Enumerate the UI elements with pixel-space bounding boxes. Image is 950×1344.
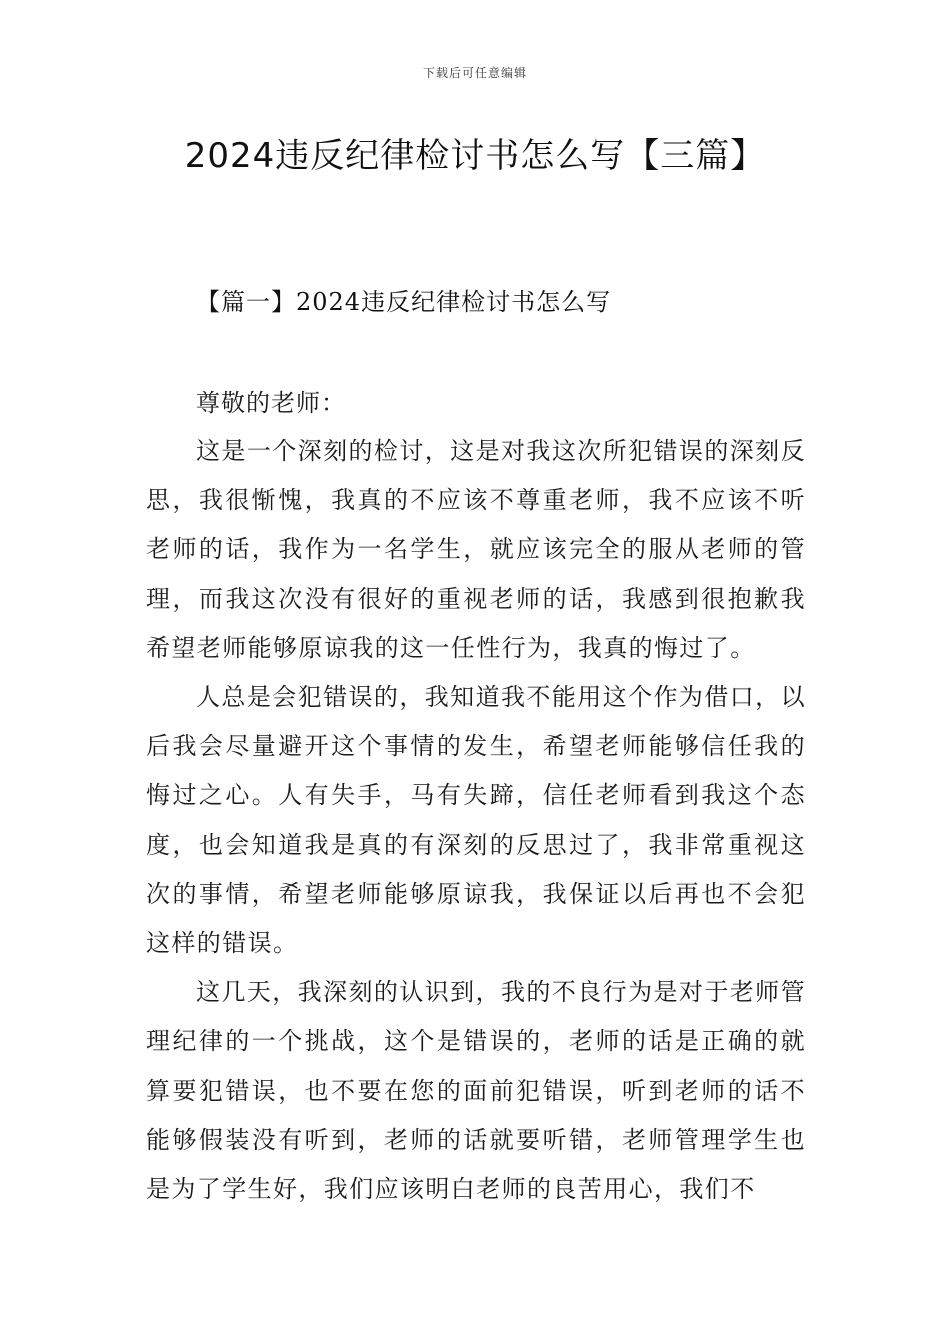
paragraph-2: 人总是会犯错误的，我知道我不能用这个作为借口，以后我会尽量避开这个事情的发生，希望老师能够信任我的悔过之心。人有失手，马有失蹄，信任老师看到我这个态度，也会知道我是真的有深刻的反思过了，我非常重视这次的事情，希望老师能够原谅我，我保证以后再也不会犯这样的错误。 <box>146 683 806 958</box>
paragraph-3: 这几天，我深刻的认识到，我的不良行为是对于老师管理纪律的一个挑战，这个是错误的，老师的话是正确的就算要犯错误，也不要在您的面前犯错误，听到老师的话不能够假装没有听到，老师的话就要听错，老师管理学生也是为了学生好，我们应该明白老师的良苦用心，我们不 <box>146 978 806 1204</box>
section-heading: 【篇一】2024违反纪律检讨书怎么写 <box>196 288 612 316</box>
paragraph-1: 这是一个深刻的检讨，这是对我这次所犯错误的深刻反思，我很惭愧，我真的不应该不尊重老师，我不应该不听老师的话，我作为一名学生，就应该完全的服从老师的管理，而我这次没有很好的重视老师的话，我感到很抱歉我希望老师能够原谅我的这一任性行为，我真的悔过了。 <box>146 437 806 662</box>
body-text <box>146 427 806 1214</box>
header-note: 下载后可任意编辑 <box>422 66 527 80</box>
salutation: 尊敬的老师： <box>196 389 346 417</box>
document-title: 2024违反纪律检讨书怎么写【三篇】 <box>184 136 766 176</box>
